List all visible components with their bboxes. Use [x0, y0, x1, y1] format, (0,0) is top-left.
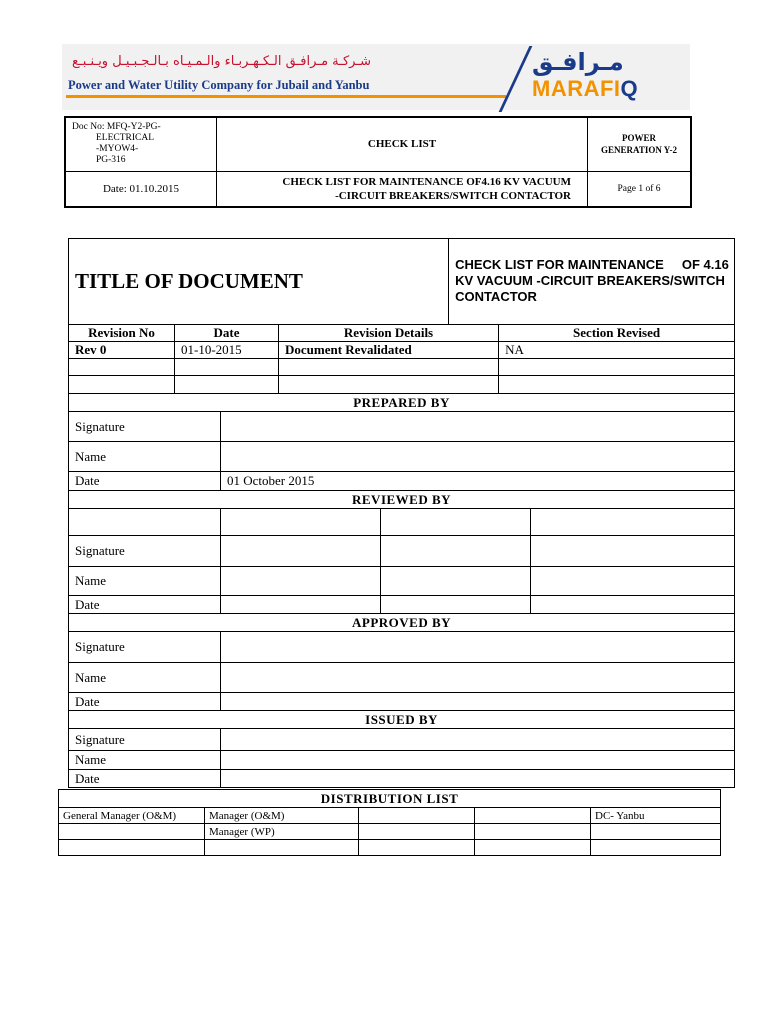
revision-no	[69, 376, 175, 394]
approved-name-field	[221, 663, 735, 693]
prepared-name-label: Name	[69, 442, 221, 472]
approval-table	[68, 238, 735, 788]
prepared-signature-field	[221, 412, 735, 442]
distribution-cell	[591, 840, 721, 856]
reviewed-signature-label: Signature	[69, 536, 221, 567]
title-of-document-label: TITLE OF DOCUMENT	[69, 239, 449, 325]
distribution-cell	[475, 840, 591, 856]
distribution-cell	[591, 824, 721, 840]
revision-no: Rev 0	[69, 342, 175, 359]
table-row	[59, 808, 721, 824]
reviewer-3-date	[531, 596, 735, 614]
logo-latin-q: Q	[620, 76, 639, 101]
doc-number-line: -MYOW4-	[96, 144, 139, 155]
department-line: GENERATION Y-2	[601, 145, 677, 156]
approved-date-label: Date	[69, 693, 221, 711]
section-revised: NA	[499, 342, 735, 359]
reviewer-2-field	[381, 509, 531, 536]
section-revised	[499, 376, 735, 394]
title-value-line: KV VACUUM -CIRCUIT BREAKERS/SWITCH	[455, 273, 725, 288]
reviewer-3-field	[531, 509, 735, 536]
revision-header-revision-no: Revision No	[69, 325, 175, 342]
approved-signature-field	[221, 632, 735, 663]
distribution-cell	[359, 824, 475, 840]
revision-details: Document Revalidated	[279, 342, 499, 359]
issued-signature-label: Signature	[69, 729, 221, 751]
distribution-table	[58, 789, 721, 856]
company-name-english: Power and Water Utility Company for Jubail and Yanbu	[68, 78, 370, 92]
issued-by-heading: ISSUED BY	[69, 711, 735, 729]
page-number: Page 1 of 6	[588, 171, 692, 207]
approved-by-heading: APPROVED BY	[69, 614, 735, 632]
prepared-date-value: 01 October 2015	[221, 472, 735, 491]
distribution-cell: DC- Yanbu	[591, 808, 721, 824]
approved-date-field	[221, 693, 735, 711]
section-revised	[499, 359, 735, 376]
revision-header-details: Revision Details	[279, 325, 499, 342]
logo-arabic-text: مـرافـق	[532, 48, 624, 76]
prepared-name-field	[221, 442, 735, 472]
doc-number-line: ELECTRICAL	[96, 133, 155, 144]
reviewer-1-signature	[221, 536, 381, 567]
doc-title-line: CHECK LIST FOR MAINTENANCE OF4.16 KV VACUUM	[282, 175, 571, 188]
title-value-line: CHECK LIST FOR MAINTENANCE OF 4.16	[455, 257, 729, 272]
distribution-cell	[205, 840, 359, 856]
issued-date-label: Date	[69, 770, 221, 788]
revision-details	[279, 376, 499, 394]
title-value-line: CONTACTOR	[455, 289, 537, 304]
reviewer-3-name	[531, 567, 735, 596]
distribution-cell	[475, 808, 591, 824]
department-cell	[588, 117, 692, 171]
reviewer-2-name	[381, 567, 531, 596]
logo-slash	[499, 46, 533, 112]
issued-name-field	[221, 751, 735, 770]
document-type: CHECK LIST	[217, 117, 588, 171]
prepared-signature-label: Signature	[69, 412, 221, 442]
table-row	[59, 824, 721, 840]
title-of-document-value	[449, 239, 735, 325]
revision-date: 01-10-2015	[175, 342, 279, 359]
approved-name-label: Name	[69, 663, 221, 693]
document-info-table	[64, 116, 692, 208]
distribution-cell	[59, 840, 205, 856]
department-line: POWER	[621, 133, 656, 144]
distribution-cell: Manager (WP)	[205, 824, 359, 840]
table-row	[69, 359, 735, 376]
distribution-cell	[359, 840, 475, 856]
reviewer-1-field	[221, 509, 381, 536]
revision-details	[279, 359, 499, 376]
reviewed-by-heading: REVIEWED BY	[69, 491, 735, 509]
distribution-cell	[359, 808, 475, 824]
company-banner	[62, 44, 690, 110]
reviewer-1-date	[221, 596, 381, 614]
doc-title-line: -CIRCUIT BREAKERS/SWITCH CONTACTOR	[335, 189, 571, 202]
distribution-heading: DISTRIBUTION LIST	[59, 790, 721, 808]
issued-date-field	[221, 770, 735, 788]
company-name-arabic: شـركـة مـرافـق الـكـهـربـاء والـمـيـاه بـالـجـبـيـل ويـنـبـع	[72, 54, 372, 69]
distribution-cell: General Manager (O&M)	[59, 808, 205, 824]
doc-date: Date: 01.10.2015	[65, 171, 217, 207]
prepared-by-heading: PREPARED BY	[69, 394, 735, 412]
doc-number-line: Doc No: MFQ-Y2-PG-	[72, 122, 161, 133]
distribution-cell: Manager (O&M)	[205, 808, 359, 824]
banner-divider	[66, 95, 506, 98]
reviewed-name-label: Name	[69, 567, 221, 596]
revision-no	[69, 359, 175, 376]
table-row	[69, 376, 735, 394]
marafiq-logo	[532, 76, 638, 102]
issued-name-label: Name	[69, 751, 221, 770]
doc-title-cell	[217, 171, 588, 207]
prepared-date-label: Date	[69, 472, 221, 491]
revision-header-section: Section Revised	[499, 325, 735, 342]
reviewer-2-date	[381, 596, 531, 614]
distribution-cell	[475, 824, 591, 840]
logo-latin-main: MARAFI	[532, 76, 621, 101]
revision-date	[175, 359, 279, 376]
approved-signature-label: Signature	[69, 632, 221, 663]
doc-number-line: PG-316	[96, 155, 126, 166]
reviewer-1-name	[221, 567, 381, 596]
distribution-cell	[59, 824, 205, 840]
reviewer-2-signature	[381, 536, 531, 567]
reviewed-date-label: Date	[69, 596, 221, 614]
reviewed-blank-label	[69, 509, 221, 536]
issued-signature-field	[221, 729, 735, 751]
table-row	[59, 840, 721, 856]
table-row	[69, 342, 735, 359]
doc-number-cell	[65, 117, 217, 171]
revision-header-date: Date	[175, 325, 279, 342]
reviewer-3-signature	[531, 536, 735, 567]
revision-date	[175, 376, 279, 394]
